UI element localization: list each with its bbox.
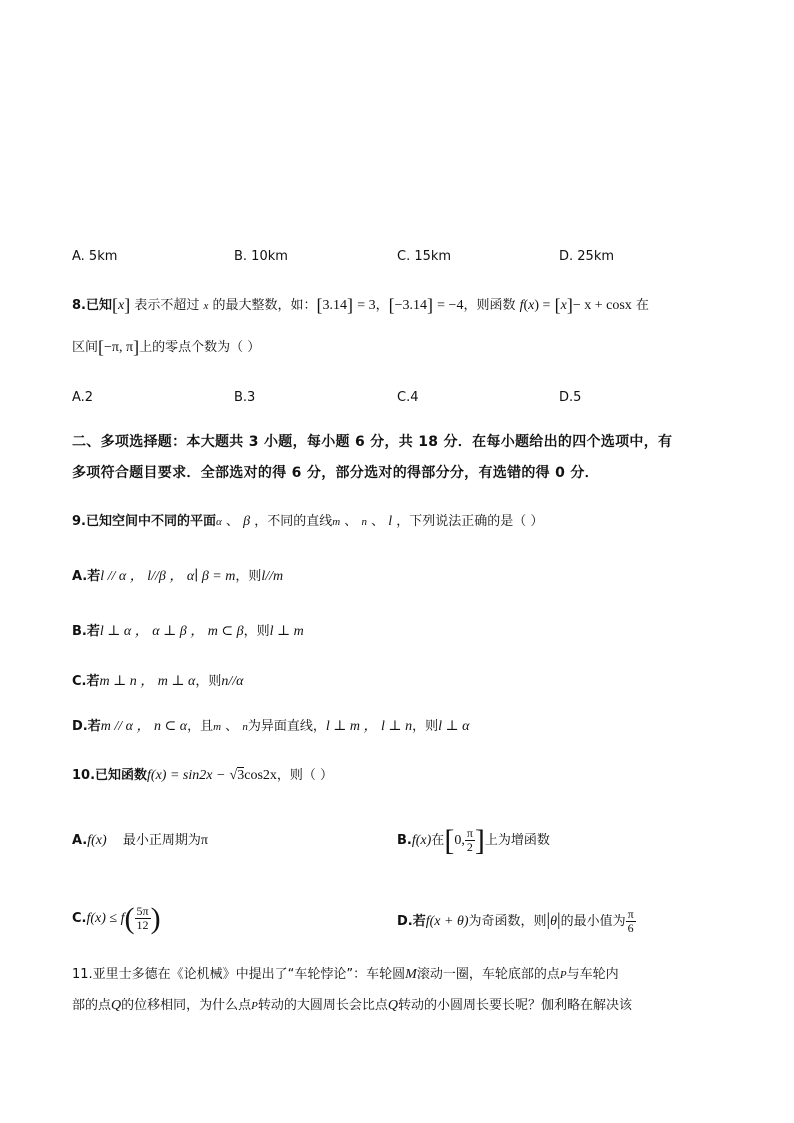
q9-alpha: α [215, 516, 222, 528]
q8-ex1-val: = 3 [357, 298, 376, 313]
q10-opt-a-math: f(x) [87, 833, 107, 848]
fraction-numerator: 5π [136, 904, 149, 918]
q8-func-def: − x + cosx [572, 298, 632, 313]
q10-stem [72, 766, 333, 786]
q9-opt-d-n: n [242, 721, 248, 733]
q9-opt-d-math2: l ⊥ m ， l ⊥ n [325, 719, 413, 734]
separator: 、 [225, 719, 239, 734]
q11-line1-c: 与车轮内 [566, 967, 619, 982]
q10-sqrt-arg: 3 [237, 768, 245, 783]
q11-line2 [72, 996, 632, 1016]
q11-P: P [559, 969, 567, 981]
bracket: ] [133, 337, 140, 357]
q9-opt-a-tail: ，则 [235, 569, 262, 584]
bracket: [ [316, 295, 323, 315]
bracket: [ [98, 337, 105, 357]
q9-opt-d-label: D.若 [72, 719, 101, 734]
q10-func-b: cos2x [244, 768, 277, 783]
q8-option-b: B.3 [234, 390, 256, 405]
q9-opt-c-label: C.若 [72, 674, 100, 689]
bracket: ] [427, 295, 434, 315]
q11-line2-b: 的位移相同，为什么点 [121, 998, 252, 1013]
q10-stem-a: 10.已知函数 [72, 768, 148, 783]
q10-opt-d-fraction [626, 908, 636, 935]
q8-func-x: x [528, 298, 535, 313]
q11-line1 [72, 965, 619, 985]
q10-option-c [72, 896, 161, 942]
q11-M: M [405, 967, 417, 982]
q9-opt-d-mid1: ，且 [187, 719, 214, 734]
q9-l: l [388, 514, 393, 529]
q11-Q: Q [111, 998, 122, 1013]
q8-x2: x [203, 300, 209, 312]
q9-option-a [72, 567, 283, 587]
q8-floor-x: x [560, 298, 567, 313]
q9-stem-b: ，不同的直线 [254, 514, 333, 529]
q10-opt-d-text1: 为奇函数，则 [468, 914, 547, 929]
q10-opt-b-text2: 上为增函数 [484, 833, 550, 848]
q11-line1-a: 11.亚里士多德在《论机械》中提出了“车轮悖论”：车轮圆 [72, 967, 406, 982]
q10-opt-a-label: A. [72, 833, 88, 848]
q10-opt-c-math: f(x) ≤ f [86, 911, 125, 926]
q9-stem [72, 512, 543, 532]
q8-ex2: −3.14 [394, 298, 428, 313]
q9-opt-c-math: m ⊥ n ， m ⊥ α [99, 674, 196, 689]
bracket: ] [124, 295, 131, 315]
q10-opt-b-math: f(x) [411, 833, 432, 848]
q11-line2-a: 部的点 [72, 998, 112, 1013]
bracket: [ [554, 295, 561, 315]
q10-func: f(x) = sin2x − [147, 768, 226, 783]
q9-opt-c-tail: ，则 [195, 674, 222, 689]
q10-opt-a-pi: π [200, 833, 208, 848]
q9-option-d [72, 717, 470, 737]
q10-opt-c-label: C. [72, 911, 87, 926]
q11-line2-d: 转动的小圆周长要长呢？伽利略在解决该 [398, 998, 633, 1013]
q9-opt-d-res: l ⊥ α [438, 719, 470, 734]
bracket: ] [347, 295, 354, 315]
q8-tail: 在 [635, 298, 649, 313]
q8-line2-b: 上的零点个数为（ ） [139, 340, 261, 355]
q8-desc2: 的最大整数，如： [212, 298, 317, 313]
q8-option-c: C.4 [397, 390, 419, 405]
q9-opt-a-math: l // α ， l//β ， α∣ β = m [100, 569, 236, 584]
q9-stem-c: ，下列说法正确的是（ ） [396, 514, 544, 529]
q10-opt-d-text2: 的最小值为 [560, 914, 626, 929]
section2-heading-line1: 二、多项选择题：本大题共 3 小题，每小题 6 分，共 18 分．在每小题给出的四个选项中，有 [72, 434, 673, 450]
q10-stem-b: ，则（ ） [276, 768, 334, 783]
q10-option-a [72, 831, 208, 851]
q8-option-a: A.2 [72, 390, 94, 405]
q9-stem-a: 9.已知空间中不同的平面 [72, 514, 216, 529]
q8-stem-line1: 8.已知[x] 表示不超过 x 的最大整数，如：[3.14] = 3，[−3.14] = −4，则函数 f(x) = [x]− x + cosx 在 [72, 295, 649, 315]
q9-opt-d-tail: ，则 [412, 719, 439, 734]
separator: 、 [225, 514, 239, 529]
paren: ( [124, 901, 135, 935]
q8-intro: 8.已知 [72, 298, 112, 313]
q10-opt-d-label: D.若 [397, 914, 426, 929]
q10-sqrt: √3 [229, 768, 245, 783]
separator: 、 [371, 514, 385, 529]
q9-opt-a-res: l//m [261, 569, 284, 584]
q8-line2-a: 区间 [72, 340, 99, 355]
bracket: ] [474, 823, 485, 857]
q10-option-d: D.若f(x + θ)为奇函数，则|θ|的最小值为 $\frac{\pi}{6}$ [397, 907, 634, 935]
q7-option-a: A. 5km [72, 249, 118, 264]
bracket: ] [566, 295, 573, 315]
q9-opt-d-math1: m // α ， n ⊂ α [100, 719, 188, 734]
q10-opt-b-lo: 0, [454, 833, 465, 848]
fraction-denominator: 12 [136, 918, 149, 932]
separator: 、 [344, 514, 358, 529]
q9-opt-d-m: m [213, 721, 222, 733]
q9-opt-b-tail: ，则 [243, 624, 270, 639]
bracket: [ [444, 823, 455, 857]
q8-func: f [519, 298, 524, 313]
fraction-denominator: 2 [466, 840, 473, 854]
q8-interval: −π, π [104, 340, 134, 355]
q10-opt-d-theta: θ [550, 914, 558, 929]
q8-stem-line2 [72, 337, 260, 358]
q7-option-b: B. 10km [234, 249, 288, 264]
q9-opt-c-res: n//α [221, 674, 244, 689]
bracket: [ [388, 295, 395, 315]
fraction-numerator: π [466, 826, 473, 840]
q7-option-d: D. 25km [559, 249, 615, 264]
section2-heading-line2: 多项符合题目要求．全部选对的得 6 分，部分选对的得部分分，有选错的得 0 分． [72, 465, 599, 481]
q10-opt-b-label: B. [397, 833, 412, 848]
bracket: [ [111, 295, 118, 315]
q9-opt-b-res: l ⊥ m [269, 624, 304, 639]
q8-ex2-val: = −4 [437, 298, 464, 313]
fraction-denominator: 6 [627, 921, 634, 935]
q10-opt-c-fraction [135, 905, 151, 932]
q10-option-b [397, 818, 550, 864]
q10-opt-b-text1: 在 [431, 833, 445, 848]
q9-opt-d-mid2: 为异面直线， [247, 719, 326, 734]
q9-opt-b-label: B.若 [72, 624, 100, 639]
q9-m: m [332, 516, 341, 528]
q10-opt-a-text: 最小正周期为 [122, 833, 201, 848]
fraction-numerator: π [627, 907, 634, 921]
q9-n: n [361, 516, 367, 528]
q7-option-c: C. 15km [397, 249, 452, 264]
q9-beta: β [243, 514, 251, 529]
q8-ex1: 3.14 [322, 298, 348, 313]
q9-opt-a-label: A.若 [72, 569, 101, 584]
q8-option-d: D.5 [559, 390, 582, 405]
q11-P2: P [251, 1000, 258, 1012]
q8-x: x [117, 298, 125, 313]
q9-opt-b-math: l ⊥ α ， α ⊥ β ， m ⊂ β [99, 624, 244, 639]
q9-option-c [72, 672, 244, 692]
paren: ) [150, 901, 161, 935]
q11-Q2: Q [387, 998, 399, 1013]
q11-line1-b: 滚动一圈，车轮底部的点 [416, 967, 560, 982]
q11-line2-c: 转动的大圆周长会比点 [257, 998, 388, 1013]
q9-option-b [72, 622, 304, 642]
q10-opt-b-fraction [465, 827, 475, 854]
q8-desc1: 表示不超过 [134, 298, 200, 313]
q10-opt-d-math: f(x + θ) [425, 914, 469, 929]
q8-desc3: ，则函数 [463, 298, 516, 313]
